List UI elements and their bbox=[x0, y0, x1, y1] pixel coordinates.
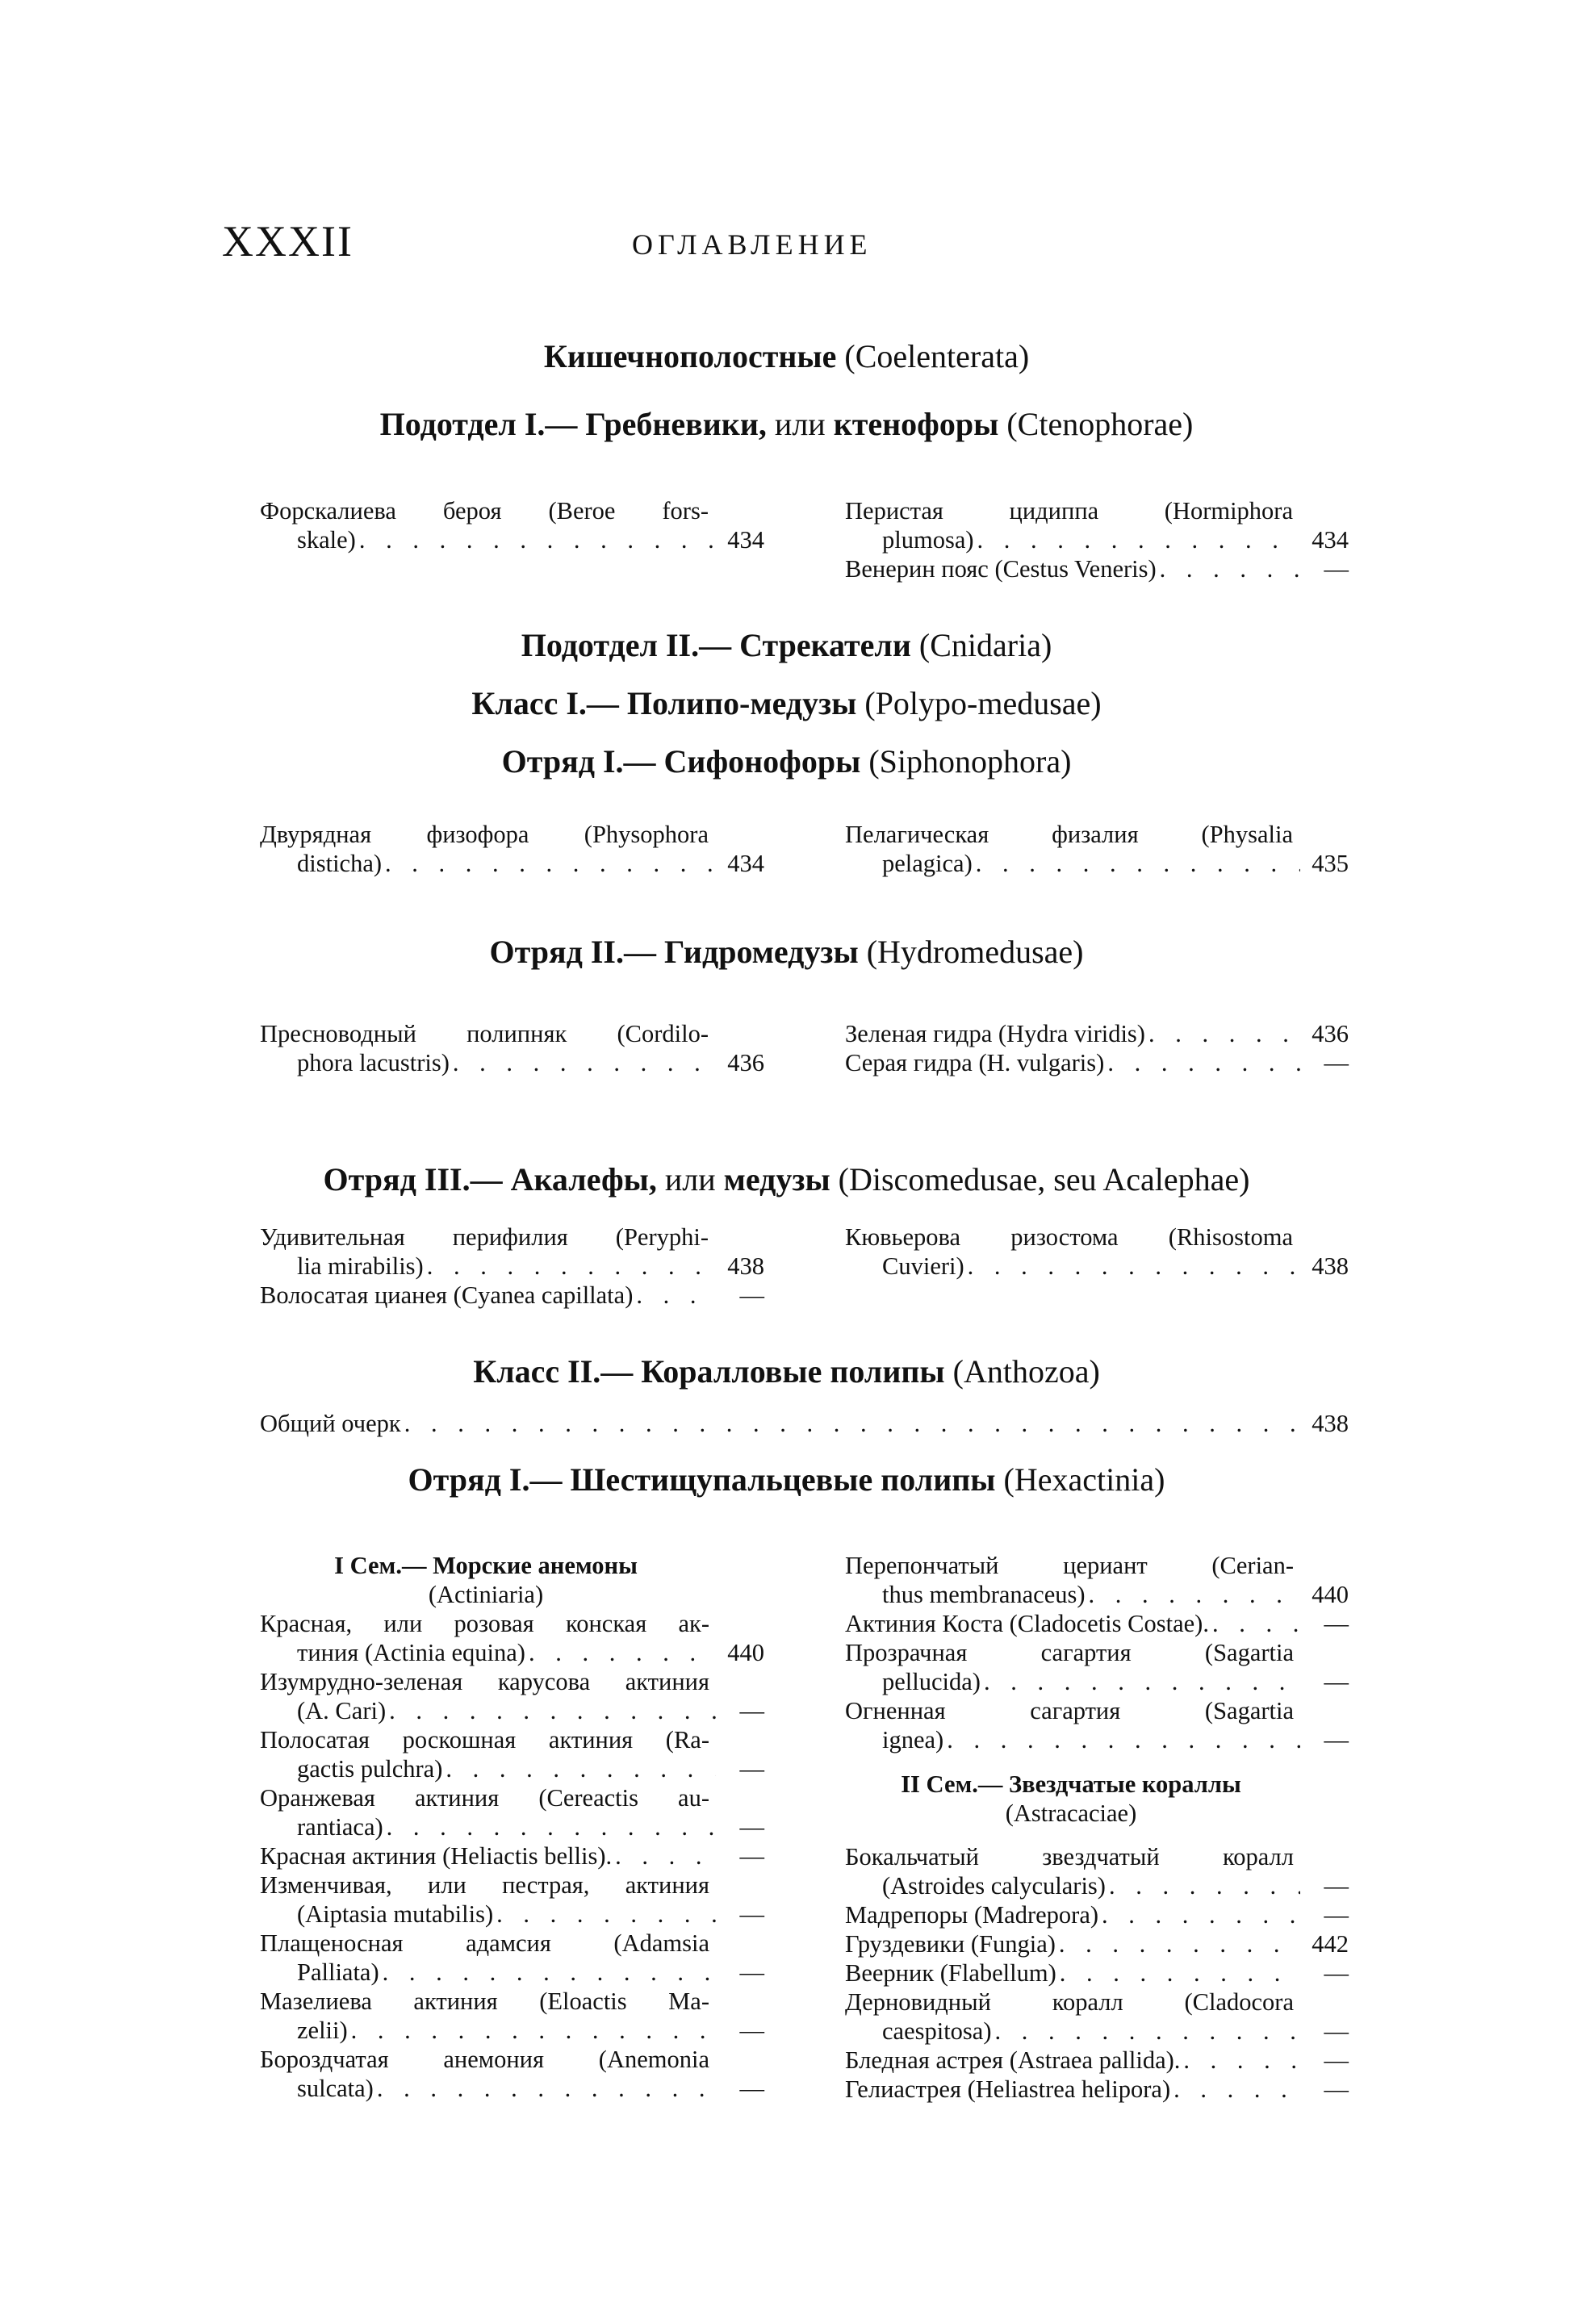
list-item bbox=[845, 1609, 1349, 1638]
entry-line-1: Плащеносная адамсия (Adamsia bbox=[260, 1929, 709, 1957]
heading-bold-2: медузы bbox=[723, 1161, 830, 1198]
entry-line-2: gactis pulchra) bbox=[297, 1755, 443, 1783]
heading-latin: (Anthozoa) bbox=[944, 1353, 1100, 1390]
heading-bold: Отряд II.— Гидромедузы bbox=[489, 934, 859, 970]
entry-general-sketch bbox=[260, 1409, 1349, 1438]
entry-line-1: Прозрачная сагартия (Sagartia bbox=[845, 1639, 1294, 1666]
heading-latin: (Hydromedusae) bbox=[858, 934, 1084, 970]
leader-dots bbox=[968, 1252, 1300, 1281]
page-ref: — bbox=[1324, 2017, 1349, 2045]
entry-line-1: Огненная сагартия (Sagartia bbox=[845, 1697, 1294, 1724]
heading-ctenophorae bbox=[0, 405, 1573, 443]
entry-cyanea bbox=[260, 1281, 764, 1310]
leader-dots bbox=[351, 2016, 716, 2045]
entry-line-2: phora lacustris) bbox=[297, 1049, 450, 1076]
heading-latin: (Polypo-medusae) bbox=[856, 685, 1102, 721]
entry-physophora bbox=[260, 820, 764, 878]
list-item bbox=[260, 1609, 764, 1667]
leader-dots bbox=[404, 1409, 1300, 1438]
entry-cestus bbox=[845, 554, 1349, 583]
leader-dots bbox=[453, 1048, 716, 1077]
page-ref: — bbox=[1324, 2075, 1349, 2103]
page-ref: — bbox=[739, 1697, 764, 1724]
entry-line-2: plumosa) bbox=[882, 526, 974, 554]
leader-dots bbox=[427, 1252, 716, 1281]
entry-text: Общий очерк bbox=[260, 1410, 401, 1437]
leader-dots bbox=[377, 2074, 716, 2103]
page-number: XXXII bbox=[222, 217, 354, 265]
heading-bold: Подотдел II.— Стрекатели bbox=[521, 627, 911, 663]
entry-line-2: lia mirabilis) bbox=[297, 1252, 424, 1280]
entry-line-1: Мазелиева актиния (Eloactis Ma- bbox=[260, 1988, 709, 2015]
entry-line-2: Груздевики (Fungia) bbox=[845, 1930, 1056, 1958]
heading-bold: Кишечнополостные bbox=[543, 338, 837, 374]
entry-line-1: Перистая цидиппа (Hormiphora bbox=[845, 497, 1293, 525]
entry-text: Венерин пояс (Cestus Veneris) bbox=[845, 555, 1157, 583]
list-item bbox=[845, 1900, 1349, 1929]
entry-rhisostoma bbox=[845, 1223, 1349, 1281]
entry-line-2: Актиния Коста (Cladocetis Costae). bbox=[845, 1610, 1209, 1637]
list-item bbox=[845, 1696, 1349, 1754]
entry-text: Серая гидра (H. vulgaris) bbox=[845, 1049, 1105, 1076]
heading-latin: (Cnidaria) bbox=[910, 627, 1052, 663]
entry-line-2: pelagica) bbox=[882, 850, 973, 877]
leader-dots bbox=[1109, 1871, 1300, 1900]
page-ref: — bbox=[739, 1755, 764, 1783]
heading-bold: Подотдел I.— Гребневики, bbox=[379, 406, 767, 442]
leader-dots bbox=[1059, 1929, 1300, 1958]
entry-line-1: Красная, или розовая конская ак- bbox=[260, 1610, 709, 1637]
heading-bold: Отряд III.— Акалефы, bbox=[323, 1161, 657, 1198]
page-ref: — bbox=[739, 2075, 764, 2102]
list-item bbox=[845, 1638, 1349, 1696]
list-item bbox=[260, 1783, 764, 1841]
heading-hydromedusae bbox=[0, 933, 1573, 971]
entry-physalia bbox=[845, 820, 1349, 878]
leader-dots bbox=[1173, 2075, 1300, 2104]
entry-line-2: Palliata) bbox=[297, 1958, 379, 1986]
entry-line-1: Полосатая роскошная актиния (Ra- bbox=[260, 1726, 709, 1753]
page-ref: — bbox=[739, 1900, 764, 1928]
entry-line-1: Двурядная физофора (Physophora bbox=[260, 821, 709, 848]
entry-peryphilia bbox=[260, 1223, 764, 1281]
page-ref: 435 bbox=[1312, 850, 1349, 877]
leader-dots bbox=[1060, 1958, 1300, 1988]
heading-connector: или bbox=[656, 1161, 724, 1198]
leader-dots bbox=[389, 1696, 716, 1725]
family-actiniaria bbox=[260, 1551, 712, 1609]
entry-line-1: Бокальчатый звездчатый коралл bbox=[845, 1843, 1294, 1870]
entry-line-2: тиния (Actinia equina) bbox=[297, 1639, 525, 1666]
leader-dots bbox=[529, 1638, 716, 1667]
entry-line-1: Изумрудно-зеленая карусова актиния bbox=[260, 1668, 709, 1695]
list-item bbox=[845, 2046, 1349, 2075]
entry-hydra-viridis bbox=[845, 1019, 1349, 1048]
list-item bbox=[845, 1988, 1349, 2046]
leader-dots bbox=[496, 1900, 716, 1929]
entry-line-1: Бороздчатая анемония (Anemonia bbox=[260, 2046, 709, 2073]
entry-cordilophora bbox=[260, 1019, 764, 1077]
heading-latin: (Coelenterata) bbox=[836, 338, 1030, 374]
entry-line-1: Форскалиева бероя (Beroe fors- bbox=[260, 497, 709, 525]
family-title: II Сем.— Звездчатые кораллы bbox=[901, 1770, 1241, 1798]
list-item bbox=[260, 1725, 764, 1783]
entry-line-2: (A. Cari) bbox=[297, 1697, 387, 1724]
list-item bbox=[845, 1929, 1349, 1958]
page-ref: — bbox=[1324, 1901, 1349, 1929]
page-ref: — bbox=[1324, 1610, 1349, 1637]
heading-bold-2: ктенофоры bbox=[833, 406, 999, 442]
entry-line-2: rantiaca) bbox=[297, 1813, 383, 1841]
page-ref: 436 bbox=[1312, 1020, 1349, 1047]
list-item bbox=[260, 1987, 764, 2045]
page-ref: — bbox=[1324, 2046, 1349, 2074]
heading-latin: (Ctenophorae) bbox=[998, 406, 1194, 442]
page-ref: — bbox=[739, 1813, 764, 1841]
entry-line-2: Гелиастрея (Heliastrea helipora) bbox=[845, 2075, 1171, 2103]
page-ref: 442 bbox=[1312, 1930, 1349, 1958]
page-ref: — bbox=[1324, 1668, 1349, 1695]
family-title: I Сем.— Морские анемоны bbox=[334, 1552, 638, 1579]
list-item bbox=[845, 2075, 1349, 2104]
heading-hexactinia bbox=[0, 1461, 1573, 1498]
entry-beroe bbox=[260, 496, 764, 554]
leader-dots bbox=[1102, 1900, 1300, 1929]
entry-text: Зеленая гидра (Hydra viridis) bbox=[845, 1020, 1145, 1047]
leader-dots bbox=[385, 849, 716, 878]
heading-latin: (Siphonophora) bbox=[860, 743, 1072, 780]
entry-line-1: Удивительная перифилия (Peryphi- bbox=[260, 1223, 709, 1251]
leader-dots bbox=[359, 525, 716, 554]
heading-cnidaria bbox=[0, 626, 1573, 664]
entry-line-2: skale) bbox=[297, 526, 356, 554]
leader-dots bbox=[984, 1667, 1300, 1696]
entry-line-2: (Aiptasia mutabilis) bbox=[297, 1900, 494, 1928]
heading-bold: Отряд I.— Сифонофоры bbox=[501, 743, 861, 780]
heading-bold: Класс I.— Полипо-медузы bbox=[471, 685, 857, 721]
leader-dots bbox=[1160, 554, 1300, 583]
leader-dots bbox=[387, 1812, 716, 1841]
heading-siphonophora bbox=[0, 742, 1573, 780]
leader-dots bbox=[446, 1754, 716, 1783]
leader-dots bbox=[1183, 2046, 1300, 2075]
entry-line-2: Красная актиния (Heliactis bellis). bbox=[260, 1842, 613, 1870]
entry-line-2: (Astroides calycularis) bbox=[882, 1872, 1106, 1900]
heading-polypo-medusae bbox=[0, 684, 1573, 722]
page-ref: 438 bbox=[727, 1252, 764, 1280]
entry-line-2: Бледная астрея (Astraea pallida). bbox=[845, 2046, 1181, 2074]
page-ref: — bbox=[739, 1842, 764, 1870]
family-latin: (Actiniaria) bbox=[428, 1581, 544, 1608]
page-ref: 440 bbox=[1312, 1581, 1349, 1608]
list-item bbox=[260, 1667, 764, 1725]
entry-text: Волосатая цианея (Cyanea capillata) bbox=[260, 1281, 634, 1309]
entry-line-1: Перепончатый цериант (Cerian- bbox=[845, 1552, 1294, 1579]
heading-coelenterata bbox=[0, 337, 1573, 375]
entry-line-2: Мадрепоры (Madrepora) bbox=[845, 1901, 1099, 1929]
entry-line-1: Пелагическая физалия (Physalia bbox=[845, 821, 1293, 848]
heading-anthozoa bbox=[0, 1352, 1573, 1390]
heading-discomedusae bbox=[0, 1160, 1573, 1198]
page-ref: 438 bbox=[1312, 1252, 1349, 1280]
leader-dots bbox=[995, 2017, 1301, 2046]
page-ref: 434 bbox=[727, 526, 764, 554]
page-ref: 434 bbox=[1312, 526, 1349, 554]
page-ref: — bbox=[739, 1281, 764, 1309]
page-ref: 434 bbox=[727, 850, 764, 877]
list-item bbox=[845, 1551, 1349, 1609]
entry-hormiphora bbox=[845, 496, 1349, 554]
leader-dots bbox=[947, 1725, 1300, 1754]
page-ref: 440 bbox=[727, 1639, 764, 1666]
entry-line-1: Пресноводный полипняк (Cordilo- bbox=[260, 1020, 709, 1047]
page-ref: 436 bbox=[727, 1049, 764, 1076]
entry-line-1: Кювьерова ризостома (Rhisostoma bbox=[845, 1223, 1293, 1251]
entry-line-1: Дерновидный коралл (Cladocora bbox=[845, 1988, 1294, 2016]
page-ref: — bbox=[739, 2017, 764, 2044]
heading-connector: или bbox=[766, 406, 834, 442]
entry-line-2: caespitosa) bbox=[882, 2017, 992, 2045]
entry-line-1: Изменчивая, или пестрая, актиния bbox=[260, 1871, 709, 1899]
list-item bbox=[260, 2045, 764, 2103]
leader-dots bbox=[1107, 1048, 1300, 1077]
entry-hydra-vulgaris bbox=[845, 1048, 1349, 1077]
page-ref: — bbox=[1324, 1872, 1349, 1900]
page-ref: — bbox=[739, 1958, 764, 1986]
entry-line-2: thus membranaceus) bbox=[882, 1581, 1086, 1608]
leader-dots bbox=[636, 1281, 716, 1310]
leader-dots bbox=[1212, 1609, 1300, 1638]
entry-line-1: Оранжевая актиния (Cereactis au- bbox=[260, 1784, 709, 1812]
family-astracaciae bbox=[845, 1770, 1297, 1828]
heading-latin: (Discomedusae, seu Acalephae) bbox=[830, 1161, 1250, 1198]
list-item bbox=[845, 1842, 1349, 1900]
family-latin: (Astracaciae) bbox=[1005, 1799, 1137, 1827]
list-item bbox=[845, 1958, 1349, 1988]
entry-line-2: disticha) bbox=[297, 850, 383, 877]
entry-line-2: Cuvieri) bbox=[882, 1252, 964, 1280]
heading-bold: Отряд I.— Шестищупальцевые полипы bbox=[408, 1461, 996, 1498]
entry-line-2: Веерник (Flabellum) bbox=[845, 1959, 1056, 1987]
page-ref: — bbox=[1324, 555, 1349, 583]
running-title: ОГЛАВЛЕНИЕ bbox=[632, 228, 872, 261]
leader-dots bbox=[383, 1958, 716, 1987]
leader-dots bbox=[977, 525, 1300, 554]
entry-line-2: sulcata) bbox=[297, 2075, 374, 2102]
page-ref: 438 bbox=[1312, 1410, 1349, 1437]
leader-dots bbox=[1089, 1580, 1300, 1609]
entry-line-2: pellucida) bbox=[882, 1668, 981, 1695]
leader-dots bbox=[1148, 1019, 1300, 1048]
list-item bbox=[260, 1841, 764, 1870]
leader-dots bbox=[615, 1841, 716, 1870]
entry-line-2: zelii) bbox=[297, 2017, 348, 2044]
heading-bold: Класс II.— Коралловые полипы bbox=[473, 1353, 945, 1390]
page-ref: — bbox=[1324, 1959, 1349, 1987]
page-ref: — bbox=[1324, 1726, 1349, 1753]
list-item bbox=[260, 1929, 764, 1987]
entry-line-2: ignea) bbox=[882, 1726, 944, 1753]
page-ref: — bbox=[1324, 1049, 1349, 1076]
leader-dots bbox=[976, 849, 1300, 878]
list-item bbox=[260, 1870, 764, 1929]
heading-latin: (Hexactinia) bbox=[995, 1461, 1165, 1498]
